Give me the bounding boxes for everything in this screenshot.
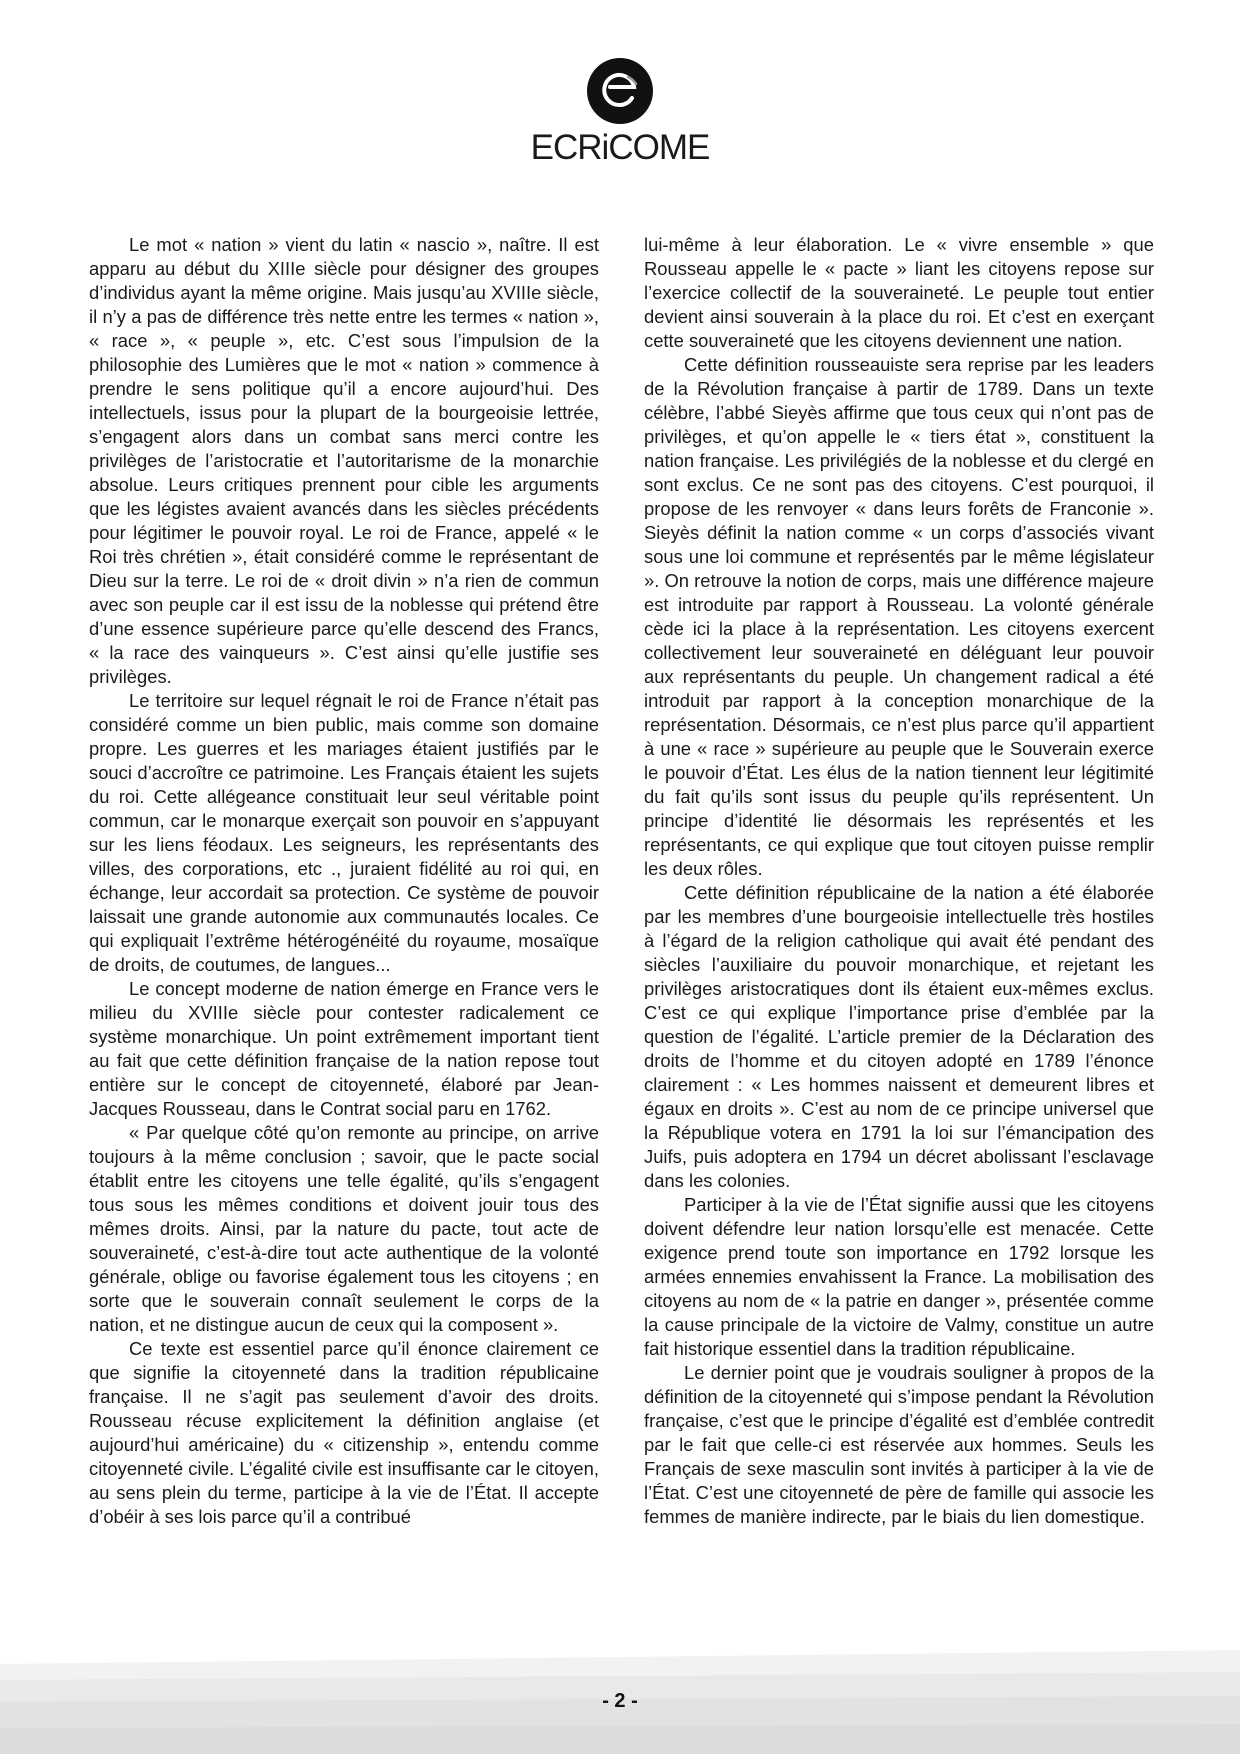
page-header [0,58,1240,168]
paragraph: Ce texte est essentiel parce qu’il énonce clairement ce que signifie la citoyenneté dans la tradition républicaine française. Il ne s’agit pas seulement d’avoir des droits. Rousseau récuse explicitement la définition anglaise (et aujourd’hui américaine) du « citizenship », entendu comme citoyenneté civile. L’égalité civile est insuffisante car le citoyen, au sens plein du terme, participe à la vie de l’État. Il accepte d’obéir à ses lois parce qu’il a contribué [89,1338,599,1527]
paragraph: Cette définition rousseauiste sera reprise par les leaders de la Révolution française à partir de 1789. Dans un texte célèbre, l’abbé Sieyès affirme que tous ceux qui n’ont pas de privilèges, et qu’on appelle le « tiers état », constituent la nation française. Les privilégiés de la noblesse et du clergé en sont exclus. Ce ne sont pas des citoyens. C’est pourquoi, il propose de les renvoyer « dans leurs forêts de Franconie ». Sieyès définit la nation comme « un corps d’associés vivant sous une loi commune et représentés par le même législateur ». On retrouve la notion de corps, mais une différence majeure est introduite par rapport à Rousseau. La volonté générale cède ici la place à la représentation. Les citoyens exercent collectivement leur souveraineté en déléguant leur pouvoir aux représentants du peuple. Un changement radical a été introduit par rapport à la conception monarchique de la représentation. Désormais, ce n’est plus parce qu’il appartient à une « race » supérieure au peuple que le Souverain exerce le pouvoir d’État. Les élus de la nation tiennent leur légitimité du fait qu’ils sont issus du peuple qu’ils représentent. Un principe d’identité lie désormais les représentés et les représentants, ce qui explique que tout citoyen puisse remplir les deux rôles. [644,354,1154,879]
ecricome-e-logo-icon [587,58,653,124]
paragraph: Le concept moderne de nation émerge en France vers le milieu du XVIIIe siècle pour contester radicalement ce système monarchique. Un point extrêmement important tient au fait que cette définition française de la nation repose tout entière sur le concept de citoyenneté, élaboré par Jean-Jacques Rousseau, dans le Contrat social paru en 1762. [89,978,599,1119]
right-column [644,233,1154,1529]
paragraph: Le territoire sur lequel régnait le roi de France n’était pas considéré comme un bien public, mais comme son domaine propre. Les guerres et les mariages étaient justifiés par le souci d’accroître ce patrimoine. Les Français étaient les sujets du roi. Cette allégeance constituait leur seul véritable point commun, car le monarque exerçait son pouvoir en s’appuyant sur les liens féodaux. Les seigneurs, les représentants des villes, des corporations, etc ., juraient fidélité au roi qui, en échange, leur accordait sa protection. Ce système de pouvoir laissait une grande autonomie aux communautés locales. Ce qui expliquait l’extrême hétérogénéité du royaume, mosaïque de droits, de coutumes, de langues... [89,690,599,975]
paragraph: Le dernier point que je voudrais souligner à propos de la définition de la citoyenneté qui s’impose pendant la Révolution française, c’est que le principe d’égalité est d’emblée contredit par le fait que celle-ci est réservée aux hommes. Seuls les Français de sexe masculin sont invités à participer à la vie de l’État. C’est une citoyenneté de père de famille qui associe les femmes de manière indirecte, par le biais du lien domestique. [644,1362,1154,1527]
quote-paragraph: « Par quelque côté qu’on remonte au principe, on arrive toujours à la même conclusion ; savoir, que le pacte social établit entre les citoyens une telle égalité, qu’ils s’engagent tous sous les mêmes conditions et doivent jouir tous des mêmes droits. Ainsi, par la nature du pacte, tout acte de souveraineté, c’est-à-dire tout acte authentique de la volonté générale, oblige ou favorise également tous les citoyens ; en sorte que le souverain connaît seulement le corps de la nation, et ne distingue aucun de ceux qui la composent ». [89,1122,599,1335]
left-column [89,233,599,1529]
paragraph-continued: lui-même à leur élaboration. Le « vivre ensemble » que Rousseau appelle le « pacte » liant les citoyens repose sur l’exercice collectif de la souveraineté. Le peuple tout entier devient ainsi souverain à la place du roi. Et c’est en exerçant cette souveraineté que les citoyens deviennent une nation. [644,234,1154,351]
paragraph: Le mot « nation » vient du latin « nascio », naître. Il est apparu au début du XIIIe siècle pour désigner des groupes d’individus ayant la même origine. Mais jusqu’au XVIIIe siècle, il n’y a pas de différence très nette entre les termes « nation », « race », « peuple », etc. C’est sous l’impulsion de la philosophie des Lumières que le mot « nation » commence à prendre le sens politique qu’il a encore aujourd’hui. Des intellectuels, issus pour la plupart de la bourgeoisie lettrée, s’engagent alors dans un combat sans merci contre les privilèges de l’aristocratie et l’autoritarisme de la monarchie absolue. Leurs critiques prennent pour cible les arguments que les légistes avaient avancés dans les siècles précédents pour légitimer le pouvoir royal. Le roi de France, appelé « le Roi très chrétien », était considéré comme le représentant de Dieu sur la terre. Le roi de « droit divin » n’a rien de commun avec son peuple car il est issu de la noblesse qui prétend être d’une essence supérieure parce qu’elle descend des Francs, « la race des vainqueurs ». C’est ainsi qu’elle justifie ses privilèges. [89,234,599,687]
paragraph: Participer à la vie de l’État signifie aussi que les citoyens doivent défendre leur nation lorsqu’elle est menacée. Cette exigence prend toute son importance en 1792 lorsque les armées ennemies envahissent la France. La mobilisation des citoyens au nom de « la patrie en danger », présentée comme la cause principale de la victoire de Valmy, constitue un autre fait historique essentiel dans la tradition républicaine. [644,1194,1154,1359]
paragraph: Cette définition républicaine de la nation a été élaborée par les membres d’une bourgeoisie intellectuelle très hostiles à l’égard de la religion catholique qui avait été pendant des siècles l’auxiliaire du pouvoir monarchique, et rejetant les privilèges aristocratiques dont ils étaient eux-mêmes exclus. C’est ce qui explique l’importance prise d’emblée par la question de l’égalité. L’article premier de la Déclaration des droits de l’homme et du citoyen adopté en 1789 l’énonce clairement : « Les hommes naissent et demeurent libres et égaux en droits ». C’est au nom de ce principe universel que la République votera en 1791 la loi sur l’émancipation des Juifs, puis adoptera en 1794 un décret abolissant l’esclavage dans les colonies. [644,882,1154,1191]
brand-name: ECRiCOME [530,128,710,167]
page-number: - 2 - [602,1690,638,1712]
